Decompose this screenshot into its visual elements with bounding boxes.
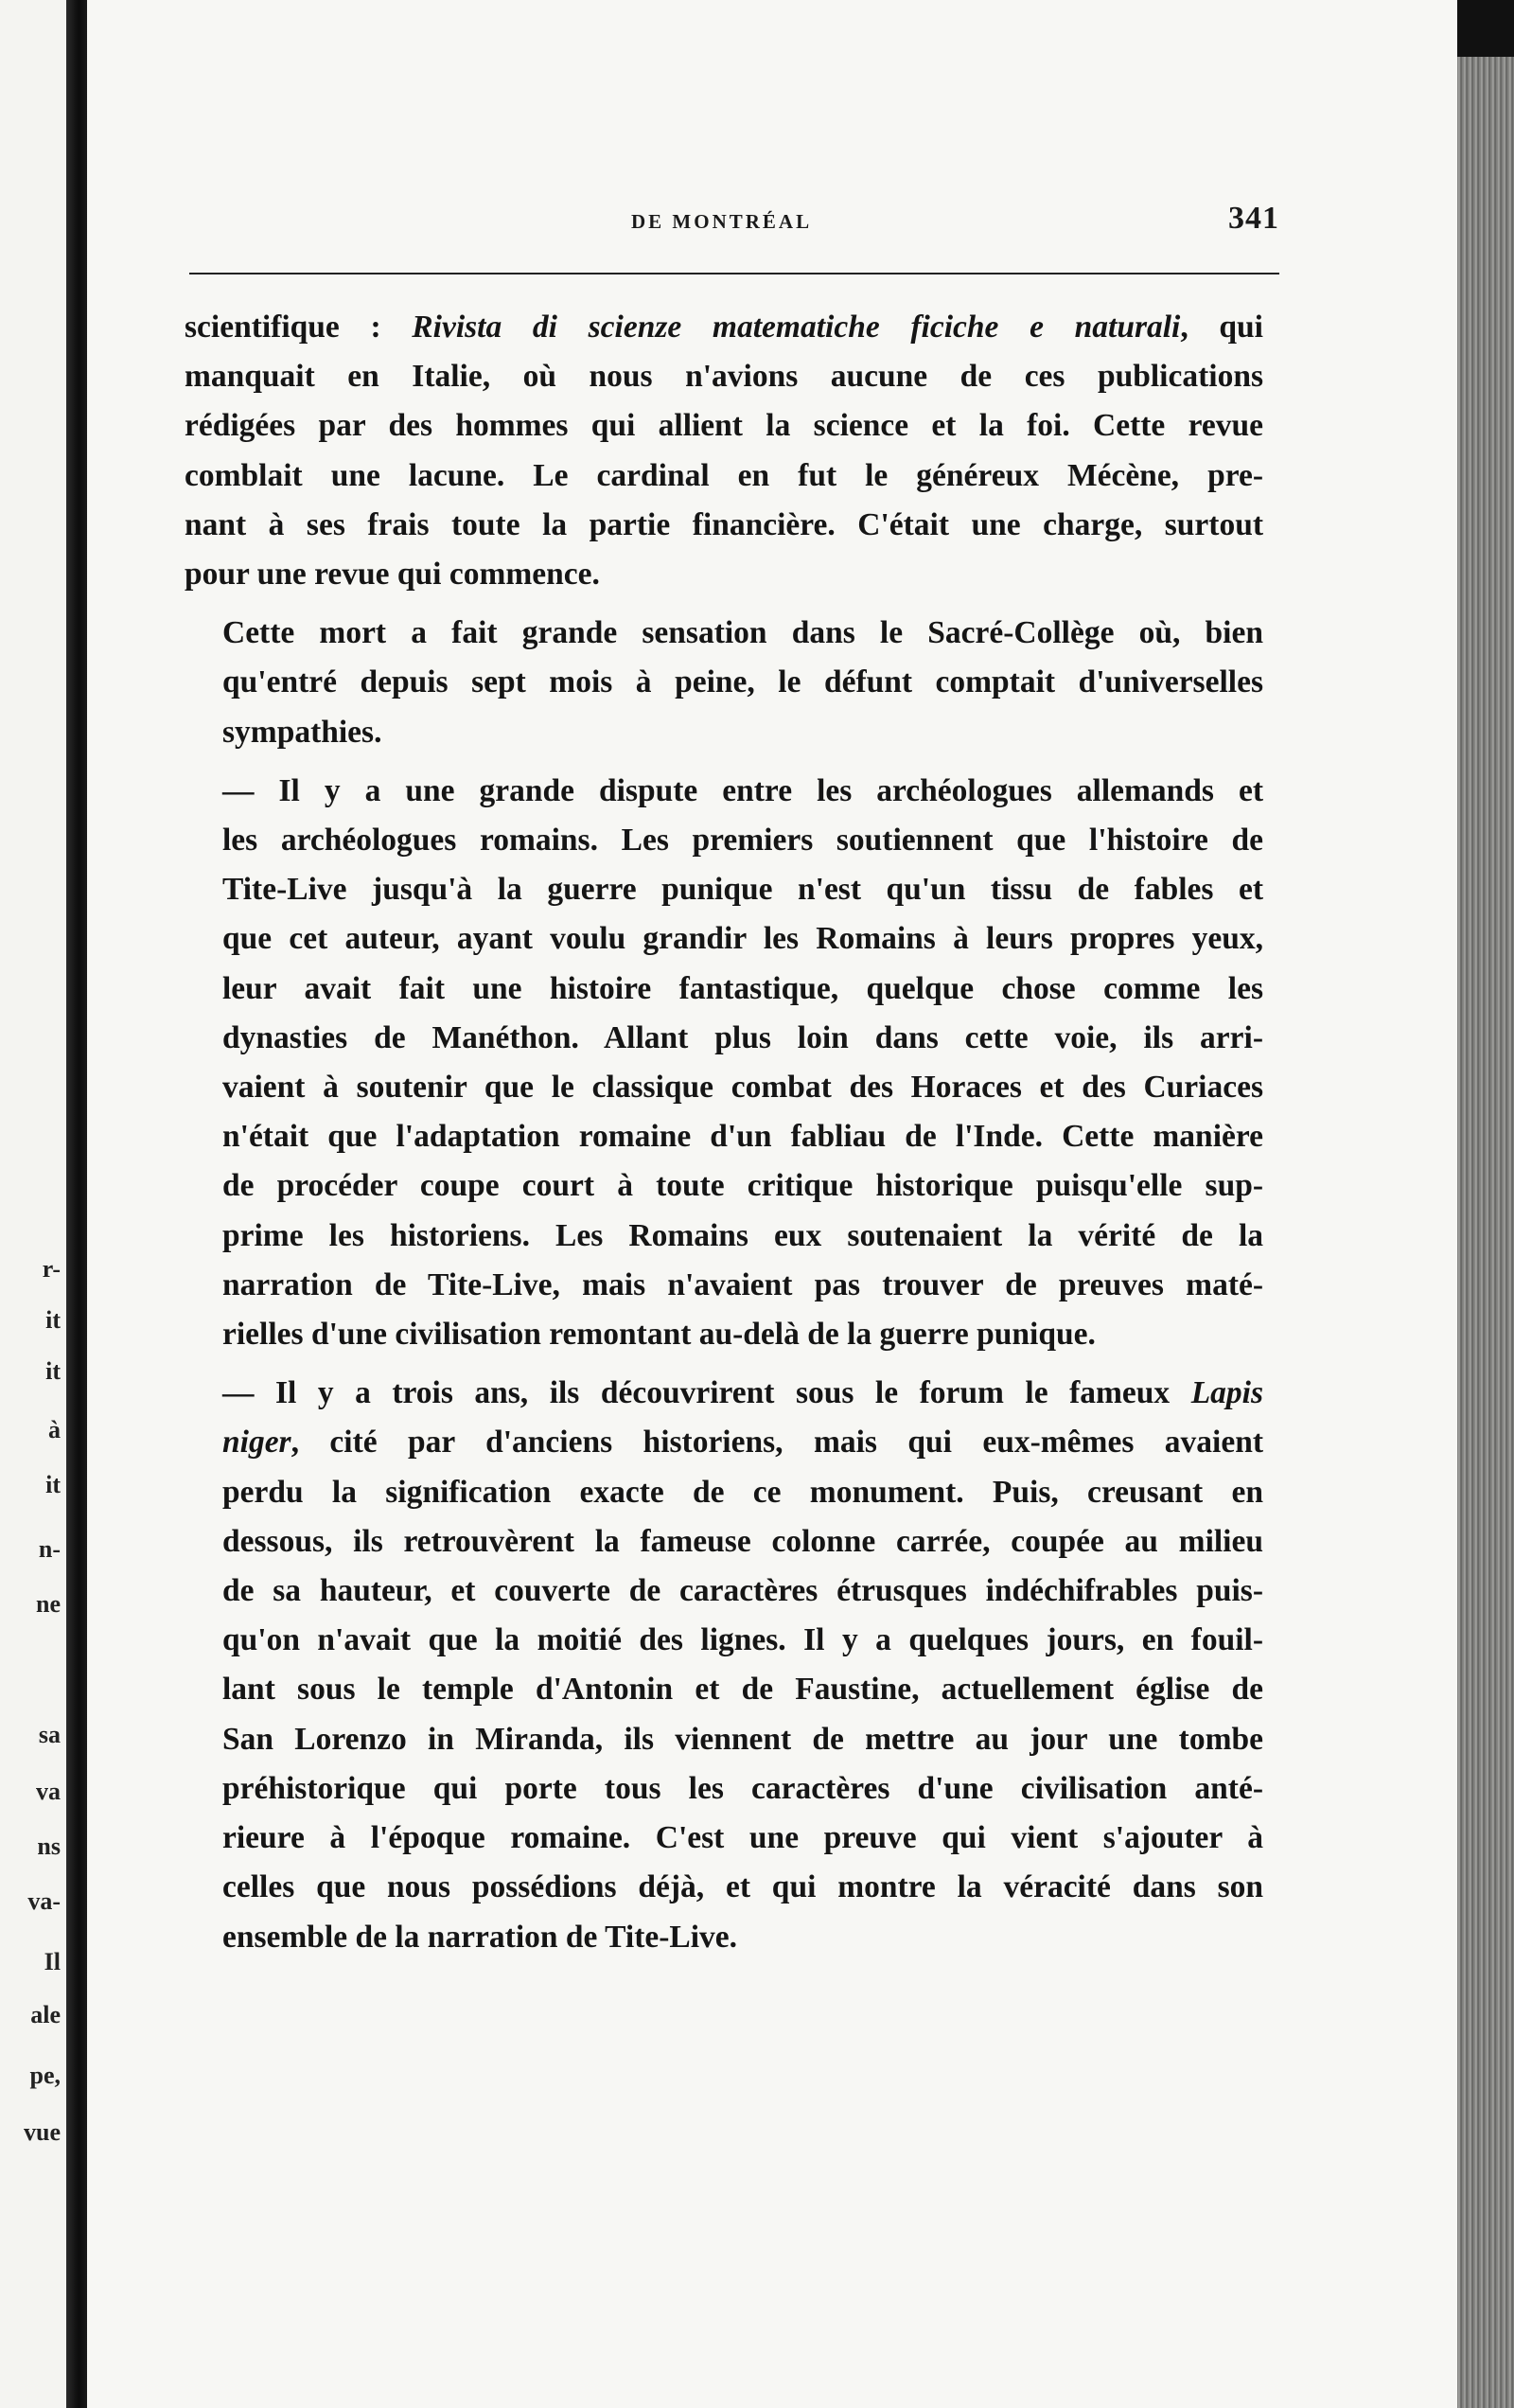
left-page-fragment: va [36,1778,61,1805]
book-gutter [66,0,87,2408]
text-segment: de procéder coupe court à toute critique historique puisqu'elle sup- [222,1168,1263,1204]
text-line [185,1468,1263,1517]
text-segment: pour une revue qui commence. [185,557,600,593]
text-segment: Tite-Live jusqu'à la guerre punique n'est qu'un tissu de fables et [222,872,1263,908]
body-text [185,303,1263,1962]
text-segment: de sa hauteur, et couverte de caractères étrusques indéchifrables puis- [222,1573,1263,1609]
text-line [185,1112,1263,1161]
text-line [185,1369,1263,1418]
left-page-fragment: pe, [29,2062,61,2089]
text-line [185,708,1263,757]
italic-title: Lapis [1190,1375,1263,1411]
text-line [185,1567,1263,1616]
page-header [189,201,1279,248]
text-segment: comblait une lacune. Le cardinal en fut le généreux Mécène, pre- [185,457,1263,493]
text-line [185,1161,1263,1211]
text-line [185,1014,1263,1063]
left-page-fragment: n- [38,1535,61,1563]
text-line [185,1212,1263,1261]
text-line [185,1814,1263,1863]
paragraph [185,1369,1263,1961]
text-segment: rédigées par des hommes qui allient la science et la foi. Cette revue [185,408,1263,444]
text-line [185,658,1263,707]
text-line [185,914,1263,964]
running-head: DE MONTRÉAL [631,210,813,233]
text-segment: manquait en Italie, où nous n'avions aucune de ces publications [185,359,1263,395]
left-page-fragment: r- [42,1255,61,1283]
text-line [185,1764,1263,1814]
left-page-fragment: it [45,1306,61,1334]
text-segment: que cet auteur, ayant voulu grandir les Romains à leurs propres yeux, [222,921,1263,957]
header-rule [189,273,1279,274]
left-page-fragment: à [48,1416,61,1443]
text-line [185,1863,1263,1912]
text-line [185,1715,1263,1764]
text-segment: Cette mort a fait grande sensation dans le Sacré-Collège où, bien [222,615,1263,651]
italic-title: niger [222,1425,291,1461]
text-line [185,816,1263,865]
text-segment: les archéologues romains. Les premiers soutiennent que l'histoire de [222,823,1263,859]
left-page-fragment: it [45,1357,61,1385]
text-segment: ensemble de la narration de Tite-Live. [222,1919,738,1955]
text-segment: nant à ses frais toute la partie financière. C'était une charge, surtout [185,506,1263,542]
text-segment: lant sous le temple d'Antonin et de Faustine, actuellement église de [222,1672,1263,1708]
left-page-fragment: sa [38,1721,61,1748]
text-segment: San Lorenzo in Miranda, ils viennent de mettre au jour une tombe [222,1721,1263,1757]
text-line [185,1616,1263,1665]
text-line [185,452,1263,501]
text-line [185,550,1263,599]
text-segment: , cité par d'anciens historiens, mais qui eux-mêmes avaient [290,1425,1263,1461]
paragraph [185,303,1263,599]
text-segment: leur avait fait une histoire fantastique, quelque chose comme les [222,970,1263,1006]
left-page-fragment: Il [44,1948,61,1975]
text-segment: sympathies. [222,714,382,750]
text-line [185,1261,1263,1310]
text-segment: — Il y a une grande dispute entre les archéologues allemands et [222,772,1263,808]
text-segment: dessous, ils retrouvèrent la fameuse colonne carrée, coupée au milieu [222,1523,1263,1559]
text-line [185,352,1263,401]
text-segment: celles que nous possédions déjà, et qui montre la véracité dans son [222,1869,1263,1905]
text-line [185,767,1263,816]
page-number: 341 [1228,201,1279,236]
text-line [185,965,1263,1014]
text-segment: qu'on n'avait que la moitié des lignes. Il y a quelques jours, en fouil- [222,1622,1263,1658]
text-segment: narration de Tite-Live, mais n'avaient pas trouver de preuves maté- [222,1266,1263,1302]
text-segment: vaient à soutenir que le classique combat des Horaces et des Curiaces [222,1070,1263,1106]
text-segment: perdu la signification exacte de ce monument. Puis, creusant en [222,1474,1263,1510]
page-edges [1457,57,1514,2408]
text-segment: n'était que l'adaptation romaine d'un fabliau de l'Inde. Cette manière [222,1119,1263,1155]
background-shadow [1457,0,1514,57]
paragraph [185,609,1263,757]
text-segment: qu'entré depuis sept mois à peine, le défunt comptait d'universelles [222,664,1263,700]
paragraph [185,767,1263,1359]
text-line [185,865,1263,914]
text-segment: scientifique : [185,310,413,345]
left-page-fragment: va- [27,1887,61,1915]
text-line [185,1063,1263,1112]
left-page-fragment: it [45,1471,61,1498]
text-segment: — Il y a trois ans, ils découvrirent sous le forum le fameux [222,1375,1191,1411]
text-segment: rieure à l'époque romaine. C'est une preuve qui vient s'ajouter à [222,1820,1263,1856]
italic-title: Rivista di scienze matematiche ficiche e naturali [412,310,1181,345]
text-line [185,1913,1263,1962]
text-segment: préhistorique qui porte tous les caractères d'une civilisation anté- [222,1770,1263,1806]
text-line [185,1418,1263,1467]
text-segment: rielles d'une civilisation remontant au-delà de la guerre punique. [222,1317,1096,1353]
text-segment: prime les historiens. Les Romains eux soutenaient la vérité de la [222,1217,1263,1253]
text-line [185,401,1263,451]
text-line [185,501,1263,550]
left-page-fragment: ne [36,1590,61,1618]
text-line [185,1310,1263,1359]
text-segment: , qui [1180,310,1263,345]
text-line [185,609,1263,658]
left-page-fragment: ns [37,1833,61,1860]
text-line [185,303,1263,352]
previous-page-margin [0,0,66,2408]
text-segment: dynasties de Manéthon. Allant plus loin dans cette voie, ils arri- [222,1019,1263,1055]
text-line [185,1665,1263,1714]
left-page-fragment: vue [24,2118,61,2146]
left-page-fragment: ale [30,2001,61,2028]
text-line [185,1517,1263,1567]
